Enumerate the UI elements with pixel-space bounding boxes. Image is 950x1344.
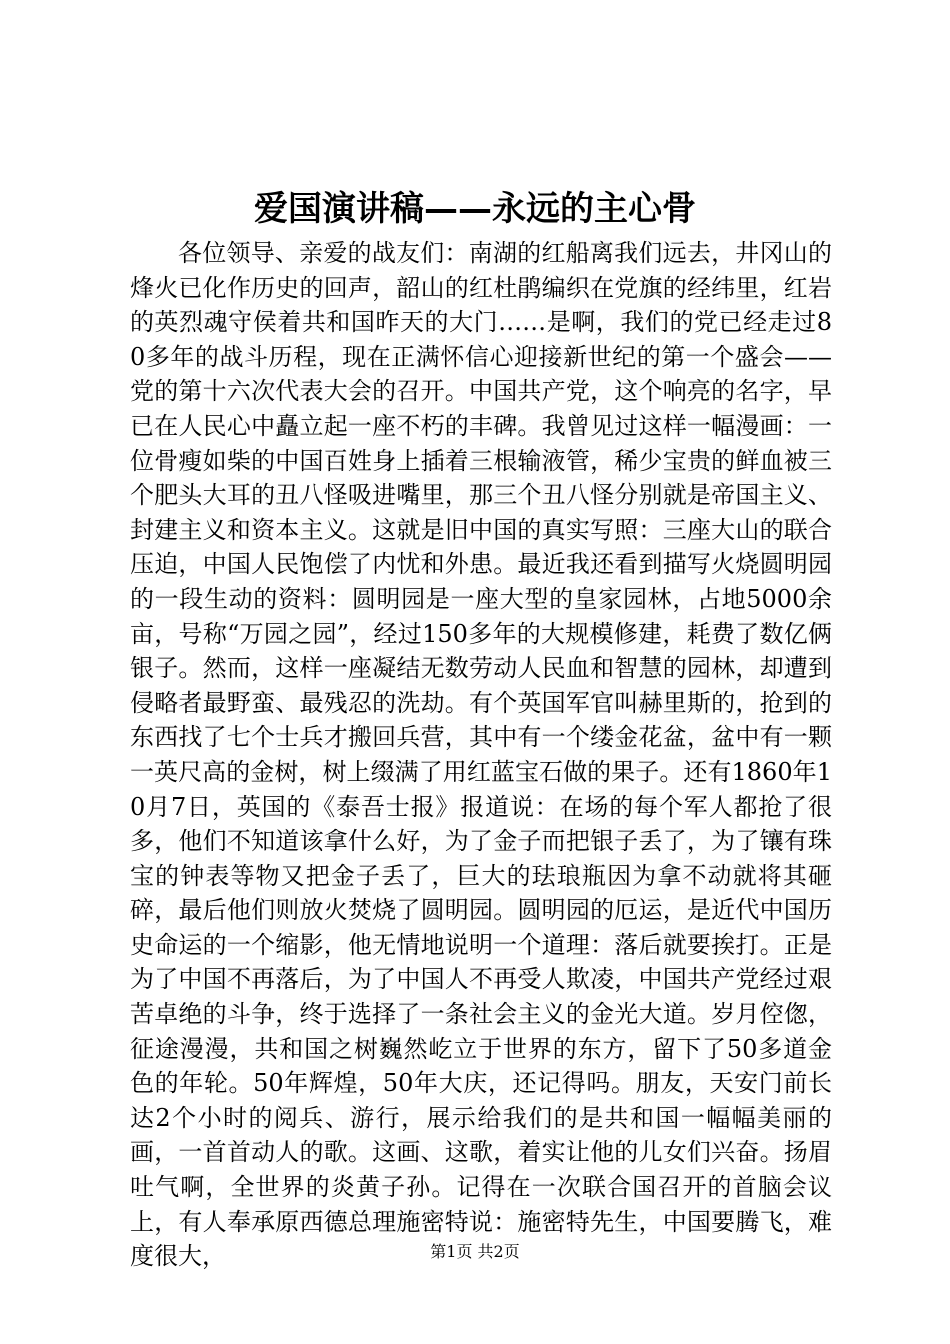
body-paragraph: 各位领导、亲爱的战友们：南湖的红船离我们远去，井冈山的烽火已化作历史的回声，韶山的红杜鹃编织在党旗的经纬里，红岩的英烈魂守侯着共和国昨天的大门……是啊，我们的党已经走过80多年的战斗历程，现在正满怀信心迎接新世纪的第一个盛会——党的第十六次代表大会的召开。中国共产党，这个响亮的名字，早已在人民心中矗立起一座不朽的丰碑。我曾见过这样一幅漫画：一位骨瘦如柴的中国百姓身上插着三根输液管，稀少宝贵的鲜血被三个肥头大耳的丑八怪吸进嘴里，那三个丑八怪分别就是帝国主义、封建主义和资本主义。这就是旧中国的真实写照：三座大山的联合压迫，中国人民饱偿了内忧和外患。最近我还看到描写火烧圆明园的一段生动的资料：圆明园是一座大型的皇家园林，占地5000余亩，号称“万园之园”，经过150多年的大规模修建，耗费了数亿俩银子。然而，这样一座凝结无数劳动人民血和智慧的园林，却遭到侵略者最野蛮、最残忍的洗劫。有个英国军官叫赫里斯的，抢到的东西找了七个士兵才搬回兵营，其中有一个缕金花盆，盆中有一颗一英尺高的金树，树上缀满了用红蓝宝石做的果子。还有1860年10月7日，英国的《泰吾士报》报道说：在场的每个军人都抢了很多，他们不知道该拿什么好，为了金子而把银子丢了，为了镶有珠宝的钟表等物又把金子丢了，巨大的珐琅瓶因为拿不动就将其砸碎，最后他们则放火焚烧了圆明园。圆明园的厄运，是近代中国历史命运的一个缩影，他无情地说明一个道理：落后就要挨打。正是为了中国不再落后，为了中国人不再受人欺凌，中国共产党经过艰苦卓绝的斗争，终于选择了一条社会主义的金光大道。岁月倥偬，征途漫漫，共和国之树巍然屹立于世界的东方，留下了50多道金色的年轮。50年辉煌，50年大庆，还记得吗。朋友，天安门前长达2个小时的阅兵、游行，展示给我们的是共和国一幅幅美丽的画，一首首动人的歌。这画、这歌，着实让他的儿女们兴奋。扬眉吐气啊，全世界的炎黄子孙。记得在一次联合国召开的首脑会议上，有人奉承原西德总理施密特说：施密特先生，中国要腾飞，难度很大，	[130, 239, 832, 1271]
document-title: 爱国演讲稿——永远的主心骨	[254, 189, 696, 229]
page-footer: 第1页 共2页	[430, 1242, 520, 1261]
